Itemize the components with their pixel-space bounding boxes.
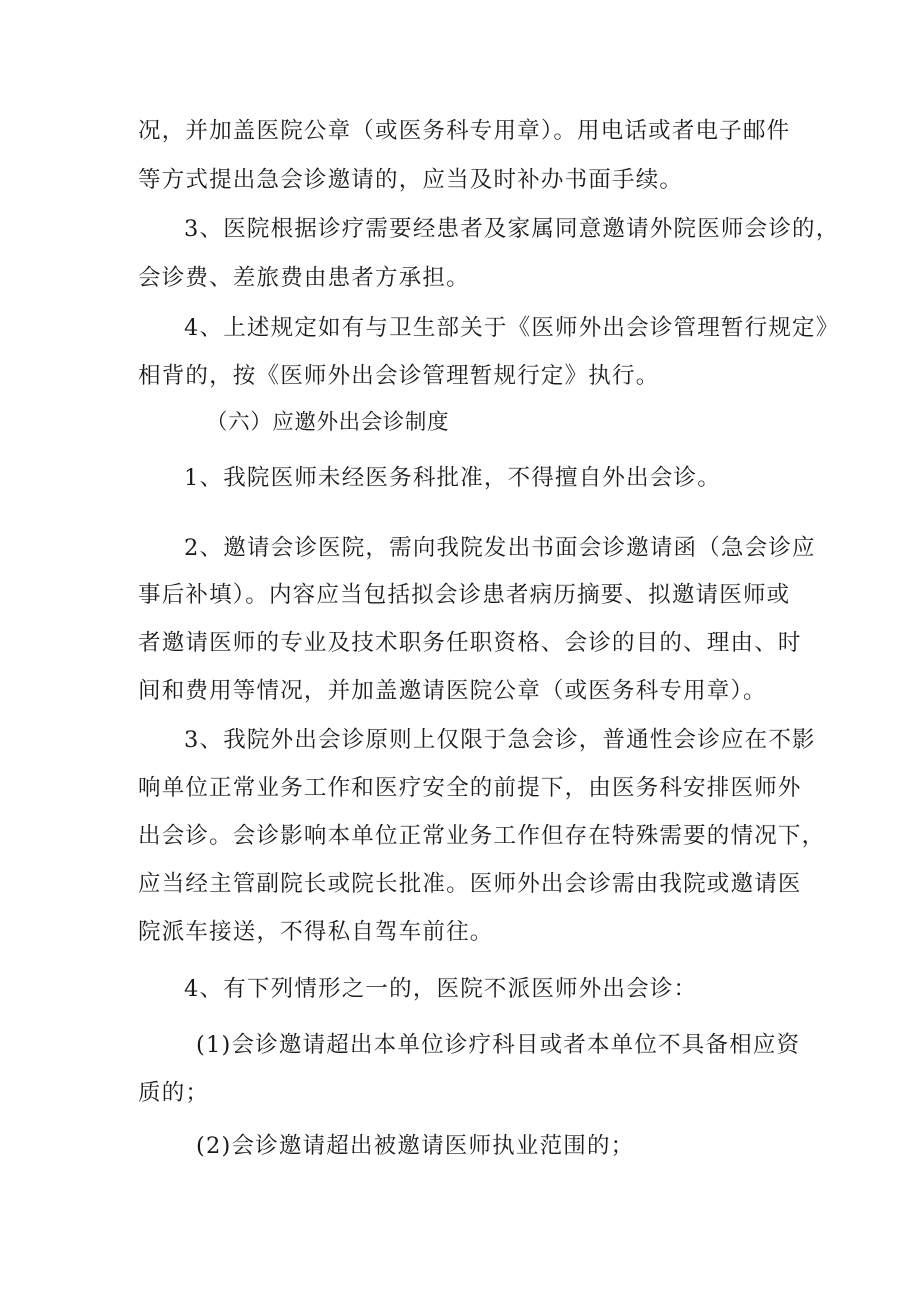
paragraph-line: 1、我院医师未经医务科批准，不得擅自外出会诊。 xyxy=(184,465,721,491)
paragraph-line: 等方式提出急会诊邀请的，应当及时补办书面手续。 xyxy=(138,167,684,193)
list-item-line: (1)会诊邀请超出本单位诊疗科目或者本单位不具备相应资 xyxy=(196,1032,801,1058)
paragraph-line: 院派车接送，不得私自驾车前往。 xyxy=(138,919,494,945)
paragraph-line: 3、医院根据诊疗需要经患者及家属同意邀请外院医师会诊的， xyxy=(184,216,840,242)
paragraph-line: 间和费用等情况，并加盖邀请医院公章（或医务科专用章）。 xyxy=(138,678,767,704)
paragraph-line: 4、上述规定如有与卫生部关于《医师外出会诊管理暂行规定》 xyxy=(184,315,840,341)
list-item-line: (2)会诊邀请超出被邀请医师执业范围的； xyxy=(196,1133,635,1159)
paragraph-line: 会诊费、差旅费由患者方承担。 xyxy=(138,265,470,291)
paragraph-line: 响单位正常业务工作和医疗安全的前提下，由医务科安排医师外 xyxy=(138,775,802,801)
paragraph-line: 事后补填）。内容应当包括拟会诊患者病历摘要、拟邀请医师或 xyxy=(138,582,791,608)
paragraph-line: 相背的，按《医师外出会诊管理暂规行定》执行。 xyxy=(138,363,660,389)
paragraph-line: 4、有下列情形之一的，医院不派医师外出会诊： xyxy=(184,976,698,1002)
paragraph-line: 2、邀请会诊医院，需向我院发出书面会诊邀请函（急会诊应 xyxy=(184,535,816,561)
paragraph-line: 3、我院外出会诊原则上仅限于急会诊，普通性会诊应在不影 xyxy=(184,727,816,753)
section-heading: （六）应邀外出会诊制度 xyxy=(206,410,450,435)
list-item-line: 质的； xyxy=(138,1080,210,1106)
paragraph-line: 应当经主管副院长或院长批准。医师外出会诊需由我院或邀请医 xyxy=(138,871,802,897)
paragraph-line: 出会诊。会诊影响本单位正常业务工作但存在特殊需要的情况下， xyxy=(138,823,826,849)
paragraph-line: 况，并加盖医院公章（或医务科专用章）。用电话或者电子邮件 xyxy=(138,118,791,144)
paragraph-line: 者邀请医师的专业及技术职务任职资格、会诊的目的、理由、时 xyxy=(138,630,802,656)
